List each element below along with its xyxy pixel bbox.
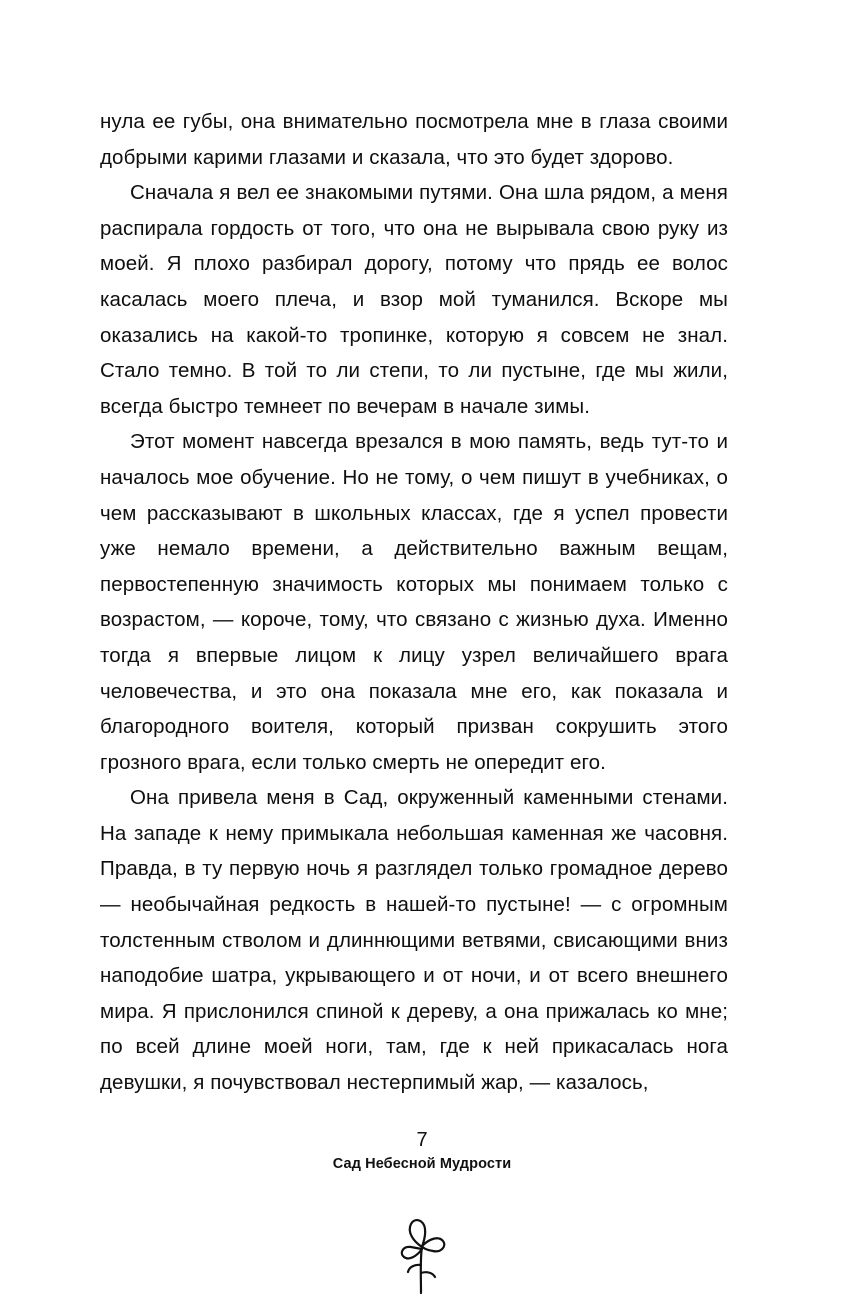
paragraph: Этот момент навсегда врезался в мою память, ведь тут-то и началось мое обучение. Но не тому, о чем пишут в учебниках, о чем рассказывают в школьных классах, где я успел провести уже немало времени, а действительно важным вещам, первостепенную значимость которых мы понимаем только с возрастом, — короче, тому, что связано с жизнью духа. Именно тогда я впервые лицом к лицу узрел величайшего врага человечества, и это она показала мне его, как показала и благородного воителя, который призван сокрушить этого грозного врага, если только смерть не опередит его. — [100, 430, 728, 774]
paragraph: Она привела меня в Сад, окруженный каменными стенами. На западе к нему примыкала небольшая каменная же часовня. Правда, в ту первую ночь я разглядел только громадное дерево — необычайная редкость в нашей-то пустыне! — с огромным толстенным стволом и длиннющими ветвями, свисающими вниз наподобие шатра, укрывающего и от ночи, и от всего внешнего мира. Я прислонился спиной к дереву, а она прижалась ко мне; по всей длине моей ноги, там, где к ней прикасалась нога девушки, я почувствовал нестерпимый жар, — казалось, — [100, 786, 728, 1095]
paragraph: Сначала я вел ее знакомыми путями. Она шла рядом, а меня распирала гордость от того, что она не вырывала свою руку из моей. Я плохо разбирал дорогу, потому что прядь ее волос касалась моего плеча, и взор мой туманился. Вскоре мы оказались на какой-то тропинке, которую я совсем не знал. Стало темно. В той то ли степи, то ли пустыне, где мы жили, всегда быстро темнеет по вечерам в начале зимы. — [100, 181, 728, 418]
running-book-title: Сад Небесной Мудрости — [332, 1156, 512, 1172]
page-number: 7 — [416, 1129, 428, 1151]
flower-ornament-icon — [387, 1205, 457, 1297]
body-text — [100, 104, 728, 1101]
paragraph: нула ее губы, она внимательно посмотрела мне в глаза своими добрыми карими глазами и сказала, что это будет здорово. — [100, 110, 728, 169]
page-footer — [0, 1128, 844, 1173]
